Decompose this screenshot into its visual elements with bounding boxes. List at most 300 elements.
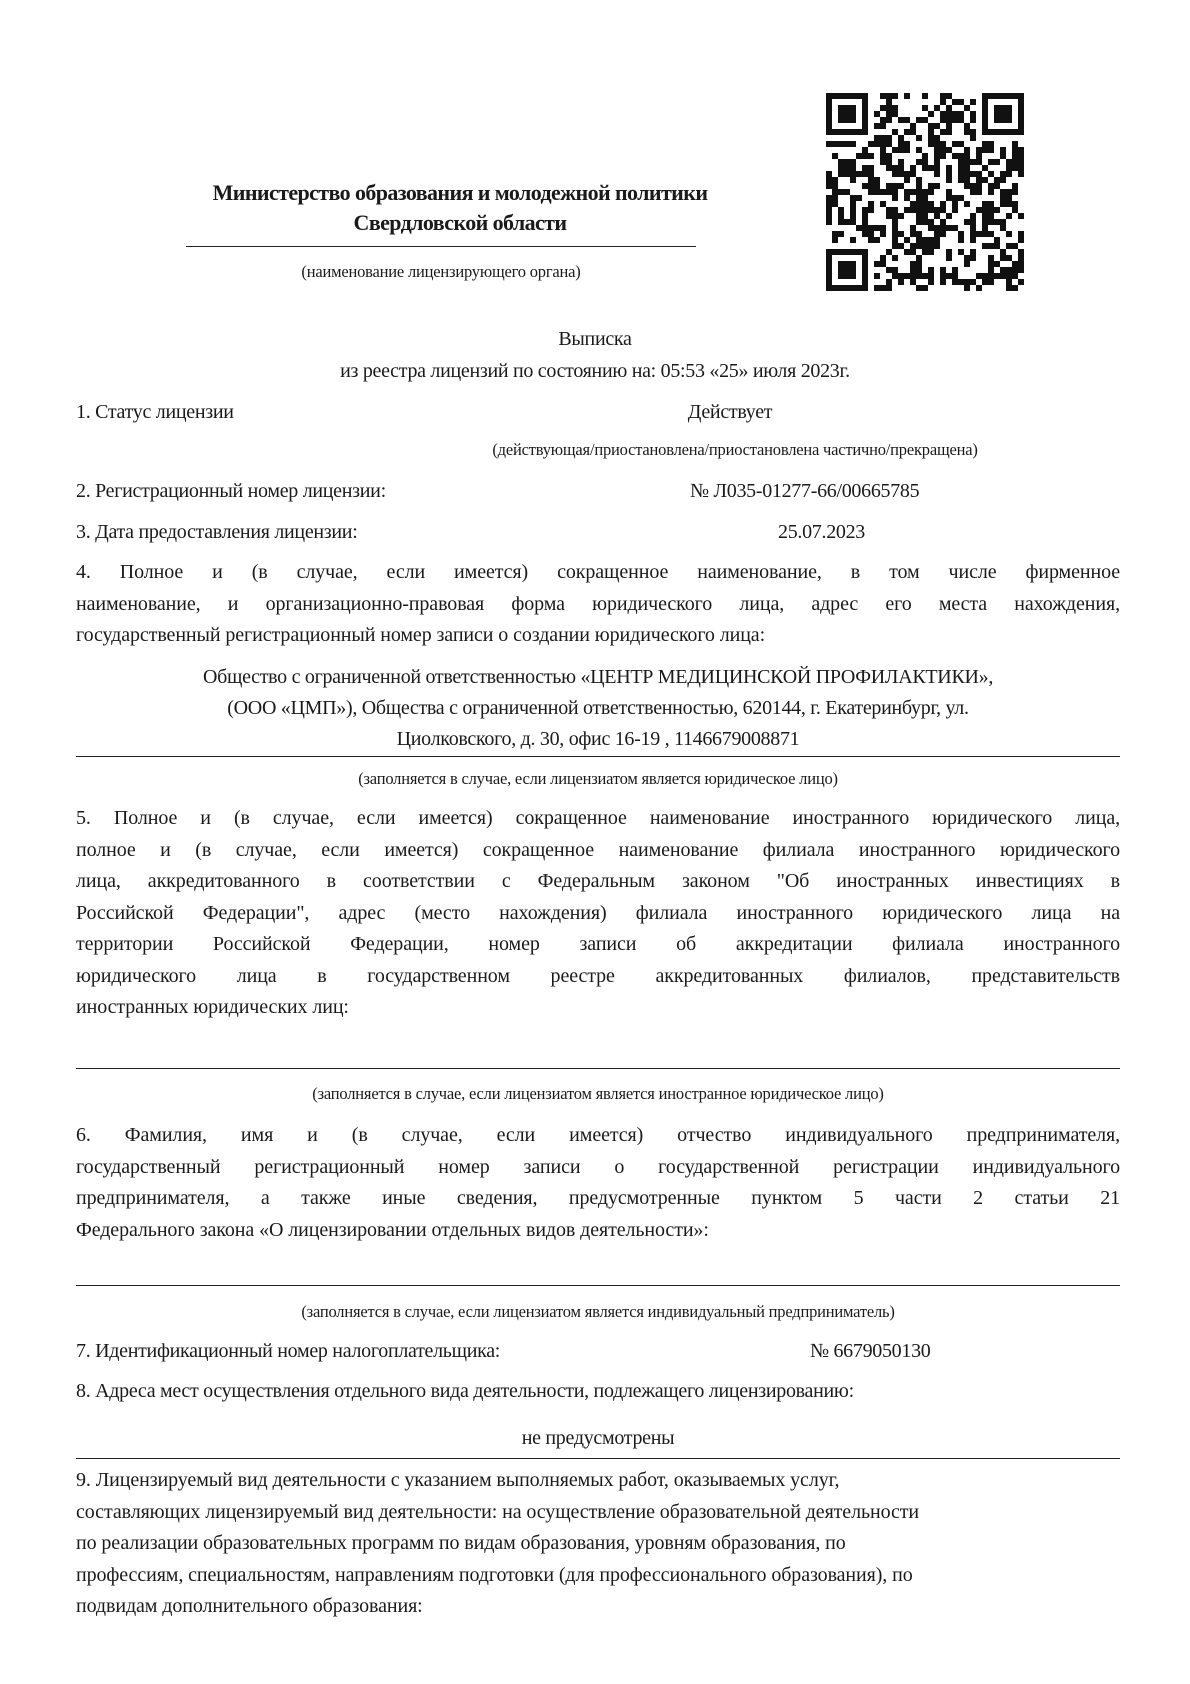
qr-module bbox=[964, 153, 970, 159]
qr-module bbox=[946, 225, 952, 231]
qr-module bbox=[910, 273, 916, 279]
qr-module bbox=[826, 93, 832, 99]
qr-module bbox=[1012, 261, 1018, 267]
qr-module bbox=[916, 207, 922, 213]
entrepreneur-underline bbox=[76, 1285, 1120, 1286]
qr-module bbox=[892, 243, 898, 249]
qr-module bbox=[868, 201, 874, 207]
qr-module bbox=[1018, 117, 1024, 123]
qr-module bbox=[826, 105, 832, 111]
qr-module bbox=[1018, 93, 1024, 99]
qr-module bbox=[898, 165, 904, 171]
qr-module bbox=[934, 165, 940, 171]
qr-module bbox=[850, 195, 856, 201]
qr-module bbox=[916, 255, 922, 261]
qr-module bbox=[886, 141, 892, 147]
qr-module bbox=[952, 99, 958, 105]
qr-module bbox=[916, 261, 922, 267]
qr-module bbox=[970, 117, 976, 123]
qr-module bbox=[856, 93, 862, 99]
qr-module bbox=[916, 237, 922, 243]
qr-module bbox=[832, 249, 838, 255]
qr-module bbox=[1018, 231, 1024, 237]
item5-line: иностранных юридических лиц: bbox=[76, 996, 349, 1018]
qr-module bbox=[862, 111, 868, 117]
qr-module bbox=[898, 117, 904, 123]
qr-module bbox=[934, 225, 940, 231]
qr-module bbox=[826, 267, 832, 273]
qr-module bbox=[910, 189, 916, 195]
qr-module bbox=[970, 279, 976, 285]
qr-module bbox=[880, 255, 886, 261]
qr-module bbox=[826, 195, 832, 201]
qr-module bbox=[868, 177, 874, 183]
qr-module bbox=[892, 195, 898, 201]
qr-module bbox=[850, 159, 856, 165]
entrepreneur-caption: (заполняется в случае, если лицензиатом является индивидуальный предприниматель) bbox=[301, 1302, 895, 1321]
qr-module bbox=[1018, 171, 1024, 177]
qr-module bbox=[922, 285, 928, 291]
qr-module bbox=[1000, 201, 1006, 207]
qr-module bbox=[832, 195, 838, 201]
qr-module bbox=[964, 129, 970, 135]
qr-module bbox=[946, 213, 952, 219]
qr-module bbox=[838, 93, 844, 99]
qr-module bbox=[850, 111, 856, 117]
qr-module bbox=[976, 207, 982, 213]
qr-module bbox=[1000, 111, 1006, 117]
qr-module bbox=[1006, 93, 1012, 99]
qr-module bbox=[910, 261, 916, 267]
foreign-entity-caption: (заполняется в случае, если лицензиатом является иностранное юридическое лицо) bbox=[312, 1084, 884, 1103]
qr-module bbox=[874, 141, 880, 147]
qr-module bbox=[856, 195, 862, 201]
qr-module bbox=[946, 249, 952, 255]
qr-module bbox=[958, 99, 964, 105]
qr-module bbox=[916, 147, 922, 153]
qr-module bbox=[850, 165, 856, 171]
qr-module bbox=[916, 201, 922, 207]
qr-module bbox=[892, 225, 898, 231]
qr-module bbox=[874, 261, 880, 267]
qr-module bbox=[886, 93, 892, 99]
item5-paragraph bbox=[76, 803, 1120, 1024]
qr-module bbox=[970, 171, 976, 177]
qr-module bbox=[946, 195, 952, 201]
qr-module bbox=[940, 231, 946, 237]
qr-module bbox=[862, 285, 868, 291]
qr-module bbox=[844, 267, 850, 273]
qr-module bbox=[862, 225, 868, 231]
qr-module bbox=[982, 279, 988, 285]
qr-module bbox=[886, 111, 892, 117]
qr-module bbox=[970, 189, 976, 195]
document-title: Выписка bbox=[558, 328, 632, 350]
qr-module bbox=[988, 255, 994, 261]
qr-module bbox=[838, 219, 844, 225]
qr-module bbox=[982, 243, 988, 249]
legal-entity-line: Циолковского, д. 30, офис 16-19 , 1146679008871 bbox=[396, 728, 800, 750]
item5-line: лица, аккредитованного в соответствии с Федеральным законом "Об иностранных инвестициях в bbox=[76, 870, 1120, 892]
qr-module bbox=[934, 183, 940, 189]
qr-module bbox=[1000, 105, 1006, 111]
qr-module bbox=[826, 213, 832, 219]
qr-module bbox=[982, 231, 988, 237]
qr-module bbox=[922, 165, 928, 171]
item6-paragraph bbox=[76, 1120, 1120, 1246]
qr-module bbox=[928, 273, 934, 279]
qr-module bbox=[928, 243, 934, 249]
qr-module bbox=[994, 117, 1000, 123]
qr-module bbox=[832, 201, 838, 207]
qr-module bbox=[838, 117, 844, 123]
qr-module bbox=[928, 129, 934, 135]
qr-module bbox=[1012, 273, 1018, 279]
qr-module bbox=[1012, 141, 1018, 147]
qr-module bbox=[850, 249, 856, 255]
qr-module bbox=[880, 261, 886, 267]
item4-line: 4. Полное и (в случае, если имеется) сокращенное наименование, в том числе фирменное bbox=[76, 561, 1120, 583]
qr-module bbox=[922, 189, 928, 195]
qr-module bbox=[1018, 261, 1024, 267]
qr-module bbox=[982, 207, 988, 213]
qr-module bbox=[1018, 123, 1024, 129]
qr-module bbox=[856, 171, 862, 177]
qr-module bbox=[874, 183, 880, 189]
qr-module bbox=[826, 273, 832, 279]
qr-module bbox=[862, 153, 868, 159]
qr-module bbox=[946, 117, 952, 123]
qr-module bbox=[922, 213, 928, 219]
qr-module bbox=[958, 141, 964, 147]
qr-module bbox=[928, 249, 934, 255]
qr-module bbox=[898, 213, 904, 219]
qr-module bbox=[862, 255, 868, 261]
qr-module bbox=[916, 183, 922, 189]
qr-module bbox=[946, 93, 952, 99]
qr-module bbox=[826, 129, 832, 135]
qr-module bbox=[832, 189, 838, 195]
qr-module bbox=[970, 225, 976, 231]
qr-module bbox=[922, 201, 928, 207]
qr-module bbox=[928, 123, 934, 129]
qr-module bbox=[1000, 171, 1006, 177]
qr-module bbox=[832, 231, 838, 237]
qr-module bbox=[838, 129, 844, 135]
qr-module bbox=[886, 207, 892, 213]
qr-module bbox=[988, 219, 994, 225]
qr-module bbox=[892, 165, 898, 171]
qr-module bbox=[958, 171, 964, 177]
qr-module bbox=[832, 153, 838, 159]
qr-module bbox=[970, 111, 976, 117]
qr-module bbox=[922, 117, 928, 123]
item5-line: полное и (в случае, если имеется) сокращенное наименование филиала иностранного юридического bbox=[76, 838, 1120, 861]
qr-module bbox=[934, 141, 940, 147]
qr-module bbox=[868, 189, 874, 195]
qr-module bbox=[856, 153, 862, 159]
qr-module bbox=[880, 123, 886, 129]
qr-module bbox=[994, 243, 1000, 249]
license-status-label: 1. Статус лицензии bbox=[76, 401, 234, 423]
qr-module bbox=[940, 141, 946, 147]
qr-module bbox=[880, 285, 886, 291]
qr-module bbox=[1006, 201, 1012, 207]
qr-module bbox=[964, 255, 970, 261]
qr-module bbox=[868, 141, 874, 147]
document-subtitle: из реестра лицензий по состоянию на: 05:53 «25» июля 2023г. bbox=[340, 360, 850, 382]
qr-module bbox=[886, 99, 892, 105]
legal-entity-value bbox=[76, 662, 1120, 755]
qr-module bbox=[1000, 273, 1006, 279]
qr-module bbox=[952, 153, 958, 159]
qr-module bbox=[904, 195, 910, 201]
qr-module bbox=[862, 267, 868, 273]
qr-module bbox=[874, 285, 880, 291]
qr-module bbox=[928, 141, 934, 147]
qr-module bbox=[940, 111, 946, 117]
qr-module bbox=[868, 165, 874, 171]
qr-module bbox=[844, 111, 850, 117]
qr-module bbox=[868, 225, 874, 231]
qr-module bbox=[964, 105, 970, 111]
qr-module bbox=[862, 249, 868, 255]
qr-module bbox=[994, 159, 1000, 165]
qr-module bbox=[910, 243, 916, 249]
qr-module bbox=[982, 165, 988, 171]
qr-module bbox=[988, 267, 994, 273]
legal-entity-underline bbox=[76, 756, 1120, 757]
qr-module bbox=[916, 219, 922, 225]
qr-module bbox=[988, 243, 994, 249]
qr-module bbox=[964, 159, 970, 165]
qr-module bbox=[916, 267, 922, 273]
qr-module bbox=[922, 273, 928, 279]
qr-module bbox=[862, 117, 868, 123]
qr-module bbox=[988, 141, 994, 147]
qr-module bbox=[976, 189, 982, 195]
qr-module bbox=[1012, 201, 1018, 207]
qr-module bbox=[916, 117, 922, 123]
qr-module bbox=[904, 189, 910, 195]
qr-module bbox=[892, 129, 898, 135]
qr-module bbox=[850, 201, 856, 207]
qr-module bbox=[922, 159, 928, 165]
qr-module bbox=[826, 141, 832, 147]
item6-line: государственный регистрационный номер записи о государственной регистрации индивидуального bbox=[76, 1155, 1120, 1178]
qr-module bbox=[1018, 99, 1024, 105]
qr-module bbox=[1000, 153, 1006, 159]
qr-module bbox=[1018, 111, 1024, 117]
qr-module bbox=[826, 201, 832, 207]
qr-module bbox=[940, 273, 946, 279]
qr-module bbox=[946, 165, 952, 171]
qr-module bbox=[982, 219, 988, 225]
qr-module bbox=[964, 171, 970, 177]
qr-module bbox=[988, 261, 994, 267]
qr-module bbox=[934, 123, 940, 129]
item9-line: профессиям, специальностям, направлениям подготовки (для профессионального образования), по bbox=[76, 1563, 913, 1586]
legal-entity-line: Общество с ограниченной ответственностью «ЦЕНТР МЕДИЦИНСКОЙ ПРОФИЛАКТИКИ», bbox=[202, 666, 994, 688]
qr-module bbox=[910, 225, 916, 231]
qr-module bbox=[886, 285, 892, 291]
qr-module bbox=[886, 249, 892, 255]
qr-module bbox=[982, 93, 988, 99]
qr-module bbox=[946, 189, 952, 195]
qr-module bbox=[910, 207, 916, 213]
qr-module bbox=[934, 237, 940, 243]
qr-module bbox=[976, 171, 982, 177]
qr-module bbox=[970, 231, 976, 237]
qr-module bbox=[880, 135, 886, 141]
activity-addresses-label: 8. Адреса мест осуществления отдельного вида деятельности, подлежащего лицензированию: bbox=[76, 1380, 854, 1402]
qr-module bbox=[886, 105, 892, 111]
qr-module bbox=[1006, 111, 1012, 117]
qr-module bbox=[892, 105, 898, 111]
qr-module bbox=[826, 285, 832, 291]
qr-module bbox=[904, 147, 910, 153]
qr-module bbox=[916, 189, 922, 195]
qr-module bbox=[970, 183, 976, 189]
qr-module bbox=[838, 273, 844, 279]
qr-module bbox=[940, 225, 946, 231]
qr-module bbox=[892, 171, 898, 177]
authority-line-1: Министерство образования и молодежной политики bbox=[212, 180, 708, 205]
qr-module bbox=[844, 93, 850, 99]
qr-module bbox=[982, 147, 988, 153]
qr-module bbox=[994, 111, 1000, 117]
qr-module bbox=[844, 159, 850, 165]
qr-module bbox=[994, 183, 1000, 189]
qr-module bbox=[1006, 159, 1012, 165]
qr-module bbox=[844, 141, 850, 147]
qr-module bbox=[844, 249, 850, 255]
qr-module bbox=[934, 231, 940, 237]
qr-module bbox=[832, 129, 838, 135]
qr-module bbox=[898, 279, 904, 285]
item6-line: предпринимателя, а также иные сведения, предусмотренные пунктом 5 части 2 статьи 21 bbox=[76, 1187, 1120, 1209]
qr-module bbox=[892, 219, 898, 225]
qr-module bbox=[964, 279, 970, 285]
qr-module bbox=[1018, 267, 1024, 273]
qr-module bbox=[1000, 177, 1006, 183]
qr-module bbox=[1006, 189, 1012, 195]
qr-module bbox=[928, 219, 934, 225]
qr-module bbox=[910, 231, 916, 237]
qr-module bbox=[844, 117, 850, 123]
qr-module bbox=[1018, 159, 1024, 165]
qr-module bbox=[874, 111, 880, 117]
item9-line: по реализации образовательных программ по видам образования, уровням образования, по bbox=[76, 1532, 846, 1554]
qr-module bbox=[988, 207, 994, 213]
qr-module bbox=[952, 201, 958, 207]
qr-module bbox=[904, 273, 910, 279]
qr-module bbox=[922, 105, 928, 111]
qr-module bbox=[862, 183, 868, 189]
qr-module bbox=[964, 165, 970, 171]
qr-module bbox=[958, 279, 964, 285]
qr-module bbox=[970, 249, 976, 255]
qr-module bbox=[868, 153, 874, 159]
qr-module bbox=[904, 171, 910, 177]
qr-module bbox=[886, 189, 892, 195]
qr-module bbox=[838, 207, 844, 213]
qr-module bbox=[862, 279, 868, 285]
qr-module bbox=[946, 171, 952, 177]
qr-module bbox=[904, 249, 910, 255]
qr-module bbox=[940, 117, 946, 123]
qr-module bbox=[862, 99, 868, 105]
qr-module bbox=[838, 141, 844, 147]
qr-module bbox=[982, 273, 988, 279]
qr-module bbox=[970, 99, 976, 105]
qr-module bbox=[982, 117, 988, 123]
qr-module bbox=[826, 99, 832, 105]
qr-module bbox=[988, 231, 994, 237]
qr-module bbox=[988, 279, 994, 285]
qr-module bbox=[832, 177, 838, 183]
qr-module bbox=[850, 219, 856, 225]
qr-module bbox=[976, 183, 982, 189]
qr-module bbox=[988, 129, 994, 135]
item4-line: государственный регистрационный номер записи о создании юридического лица: bbox=[76, 624, 766, 646]
qr-module bbox=[868, 231, 874, 237]
qr-module bbox=[946, 273, 952, 279]
qr-module bbox=[1012, 147, 1018, 153]
qr-module bbox=[928, 183, 934, 189]
qr-module bbox=[958, 237, 964, 243]
qr-module bbox=[832, 285, 838, 291]
qr-module bbox=[898, 141, 904, 147]
qr-module bbox=[874, 189, 880, 195]
qr-module bbox=[970, 135, 976, 141]
qr-module bbox=[976, 231, 982, 237]
qr-module bbox=[826, 255, 832, 261]
qr-module bbox=[1012, 129, 1018, 135]
qr-module bbox=[880, 153, 886, 159]
qr-module bbox=[898, 147, 904, 153]
qr-module bbox=[934, 135, 940, 141]
qr-module bbox=[874, 225, 880, 231]
qr-module bbox=[916, 213, 922, 219]
qr-module bbox=[934, 105, 940, 111]
qr-module bbox=[874, 237, 880, 243]
qr-module bbox=[904, 93, 910, 99]
license-status-value: Действует bbox=[687, 401, 773, 423]
qr-module bbox=[988, 159, 994, 165]
qr-module bbox=[892, 231, 898, 237]
qr-module bbox=[964, 285, 970, 291]
qr-module bbox=[886, 279, 892, 285]
qr-module bbox=[868, 237, 874, 243]
qr-module bbox=[868, 207, 874, 213]
item6-line: Федерального закона «О лицензировании отдельных видов деятельности»: bbox=[76, 1218, 709, 1241]
qr-module bbox=[922, 195, 928, 201]
legal-entity-caption: (заполняется в случае, если лицензиатом является юридическое лицо) bbox=[358, 769, 838, 788]
qr-module bbox=[898, 243, 904, 249]
qr-module bbox=[892, 189, 898, 195]
qr-module bbox=[1006, 171, 1012, 177]
qr-module bbox=[1018, 279, 1024, 285]
qr-module bbox=[958, 111, 964, 117]
qr-module bbox=[880, 201, 886, 207]
qr-module bbox=[838, 213, 844, 219]
qr-module bbox=[850, 117, 856, 123]
qr-module bbox=[976, 159, 982, 165]
qr-module bbox=[1012, 183, 1018, 189]
qr-module bbox=[898, 231, 904, 237]
qr-module bbox=[1018, 147, 1024, 153]
